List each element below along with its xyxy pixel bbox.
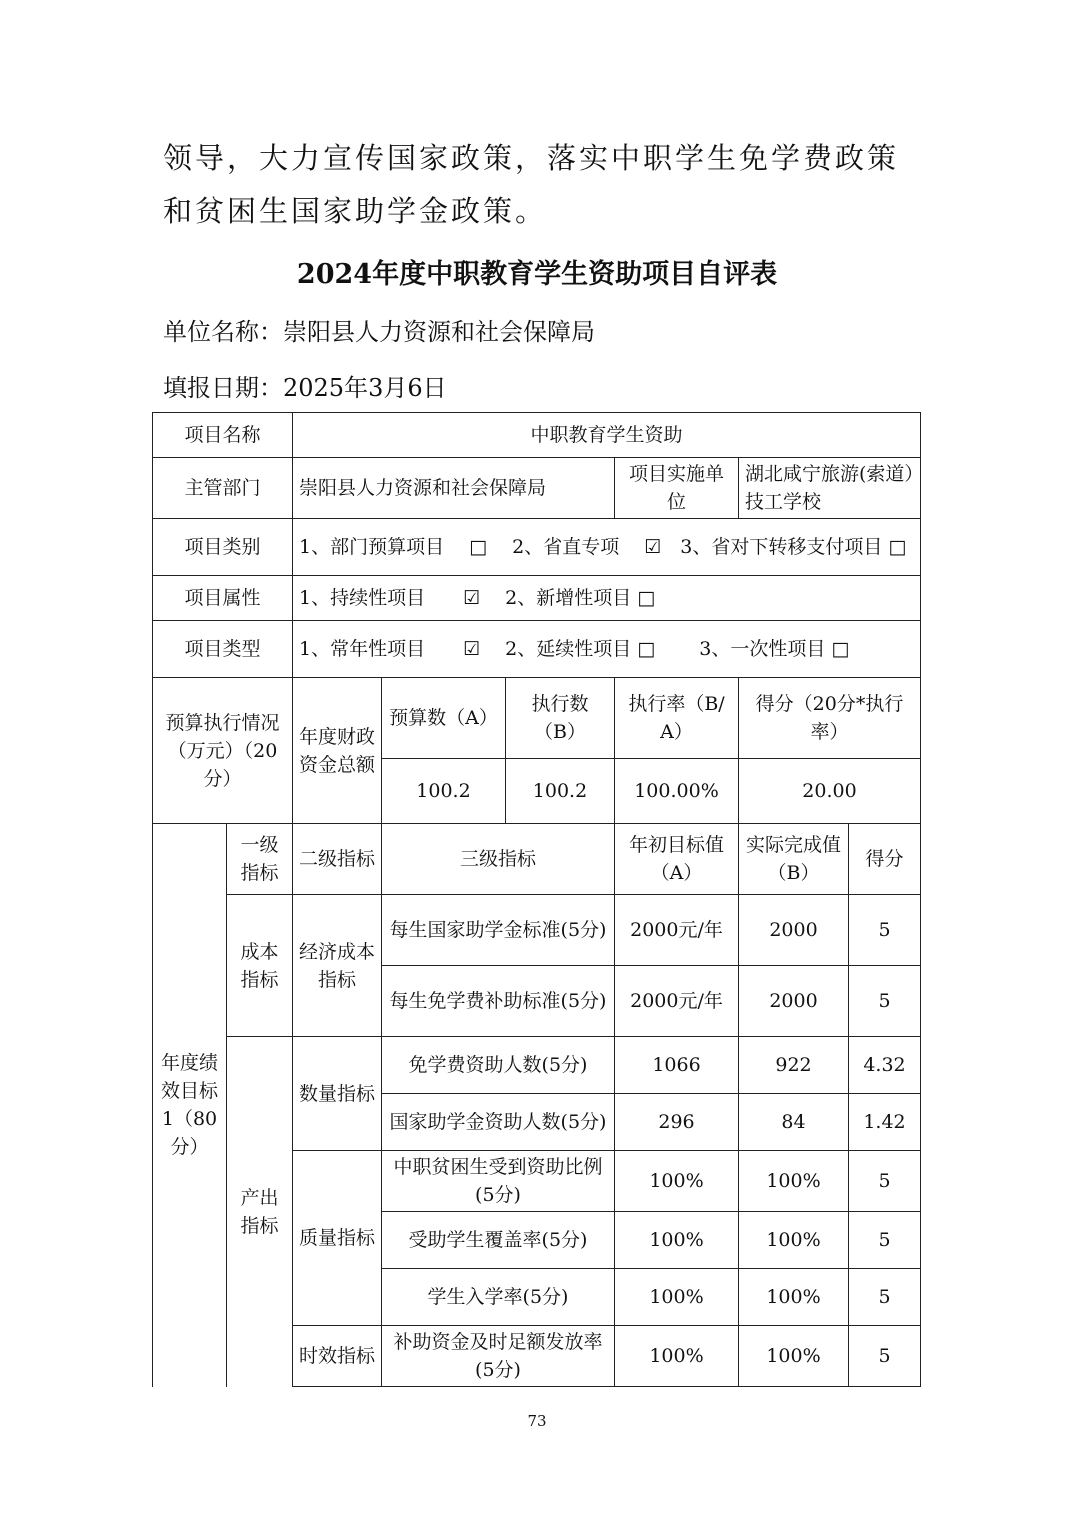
quality-indicator-label: 质量指标: [293, 1151, 382, 1326]
row-name: 每生免学费补助标准(5分): [382, 966, 615, 1037]
row-target: 2000元/年: [615, 895, 739, 966]
target-header: 年初目标值（A）: [615, 824, 739, 895]
project-name-label: 项目名称: [153, 413, 293, 458]
row-actual: 2000: [739, 895, 849, 966]
attribute-label: 项目属性: [153, 576, 293, 621]
impl-unit-label: 项目实施单位: [615, 458, 739, 519]
budget-score-header: 得分（20分*执行率）: [739, 678, 921, 759]
row-actual: 100%: [739, 1326, 849, 1387]
level1-header: 一级指标: [227, 824, 293, 895]
row-score: 5: [849, 1151, 921, 1212]
category-value: 1、部门预算项目 □ 2、省直专项 ☑ 3、省对下转移支付项目 □: [293, 519, 921, 576]
row-actual: 100%: [739, 1212, 849, 1269]
econ-cost-label: 经济成本指标: [293, 895, 382, 1037]
row-target: 1066: [615, 1037, 739, 1094]
attribute-value: 1、持续性项目 ☑ 2、新增性项目 □: [293, 576, 921, 621]
fill-date-line: 填报日期：2025年3月6日: [163, 374, 447, 402]
row-name: 免学费资助人数(5分): [382, 1037, 615, 1094]
row-actual: 922: [739, 1037, 849, 1094]
row-target: 100%: [615, 1212, 739, 1269]
level3-header: 三级指标: [382, 824, 615, 895]
row-score: 5: [849, 966, 921, 1037]
impl-unit-value: 湖北咸宁旅游(索道）技工学校: [739, 458, 921, 519]
timeliness-indicator-label: 时效指标: [293, 1326, 382, 1387]
cost-indicator-label: 成本指标: [227, 895, 293, 1037]
exec-b-value: 100.2: [506, 759, 615, 824]
budget-score-value: 20.00: [739, 759, 921, 824]
row-name: 补助资金及时足额发放率(5分): [382, 1326, 615, 1387]
score-header: 得分: [849, 824, 921, 895]
row-score: 4.32: [849, 1037, 921, 1094]
intro-paragraph: 领导，大力宣传国家政策，落实中职学生免学费政策和贫困生国家助学金政策。: [163, 141, 900, 228]
document-title: 2024年度中职教育学生资助项目自评表: [296, 259, 778, 290]
row-target: 296: [615, 1094, 739, 1151]
exec-b-header: 执行数（B）: [506, 678, 615, 759]
budget-exec-label: 预算执行情况（万元）（20分）: [153, 678, 293, 824]
row-name: 国家助学金资助人数(5分): [382, 1094, 615, 1151]
row-score: 5: [849, 1212, 921, 1269]
category-label: 项目类别: [153, 519, 293, 576]
level2-header: 二级指标: [293, 824, 382, 895]
row-actual: 2000: [739, 966, 849, 1037]
output-indicator-label: 产出指标: [227, 1037, 293, 1387]
row-score: 5: [849, 1269, 921, 1326]
dept-label: 主管部门: [153, 458, 293, 519]
perf-target-label: 年度绩效目标1（80分）: [153, 824, 227, 1387]
budget-a-header: 预算数（A）: [382, 678, 506, 759]
row-actual: 100%: [739, 1151, 849, 1212]
row-name: 中职贫困生受到资助比例(5分): [382, 1151, 615, 1212]
type-value: 1、常年性项目 ☑ 2、延续性项目 □ 3、一次性项目 □: [293, 621, 921, 678]
row-target: 100%: [615, 1269, 739, 1326]
row-actual: 84: [739, 1094, 849, 1151]
row-name: 受助学生覆盖率(5分): [382, 1212, 615, 1269]
exec-rate-header: 执行率（B/A）: [615, 678, 739, 759]
budget-a-value: 100.2: [382, 759, 506, 824]
row-target: 2000元/年: [615, 966, 739, 1037]
self-evaluation-table: [152, 412, 921, 1387]
row-name: 学生入学率(5分): [382, 1269, 615, 1326]
row-name: 每生国家助学金标准(5分): [382, 895, 615, 966]
row-actual: 100%: [739, 1269, 849, 1326]
actual-header: 实际完成值（B）: [739, 824, 849, 895]
row-score: 5: [849, 895, 921, 966]
row-target: 100%: [615, 1151, 739, 1212]
type-label: 项目类型: [153, 621, 293, 678]
unit-name-line: 单位名称：崇阳县人力资源和社会保障局: [163, 318, 595, 346]
row-score: 1.42: [849, 1094, 921, 1151]
exec-rate-value: 100.00%: [615, 759, 739, 824]
row-target: 100%: [615, 1326, 739, 1387]
row-score: 5: [849, 1326, 921, 1387]
page-number: 73: [527, 1412, 547, 1430]
quantity-indicator-label: 数量指标: [293, 1037, 382, 1151]
project-name-value: 中职教育学生资助: [293, 413, 921, 458]
dept-value: 崇阳县人力资源和社会保障局: [293, 458, 615, 519]
fund-total-label: 年度财政资金总额: [293, 678, 382, 824]
